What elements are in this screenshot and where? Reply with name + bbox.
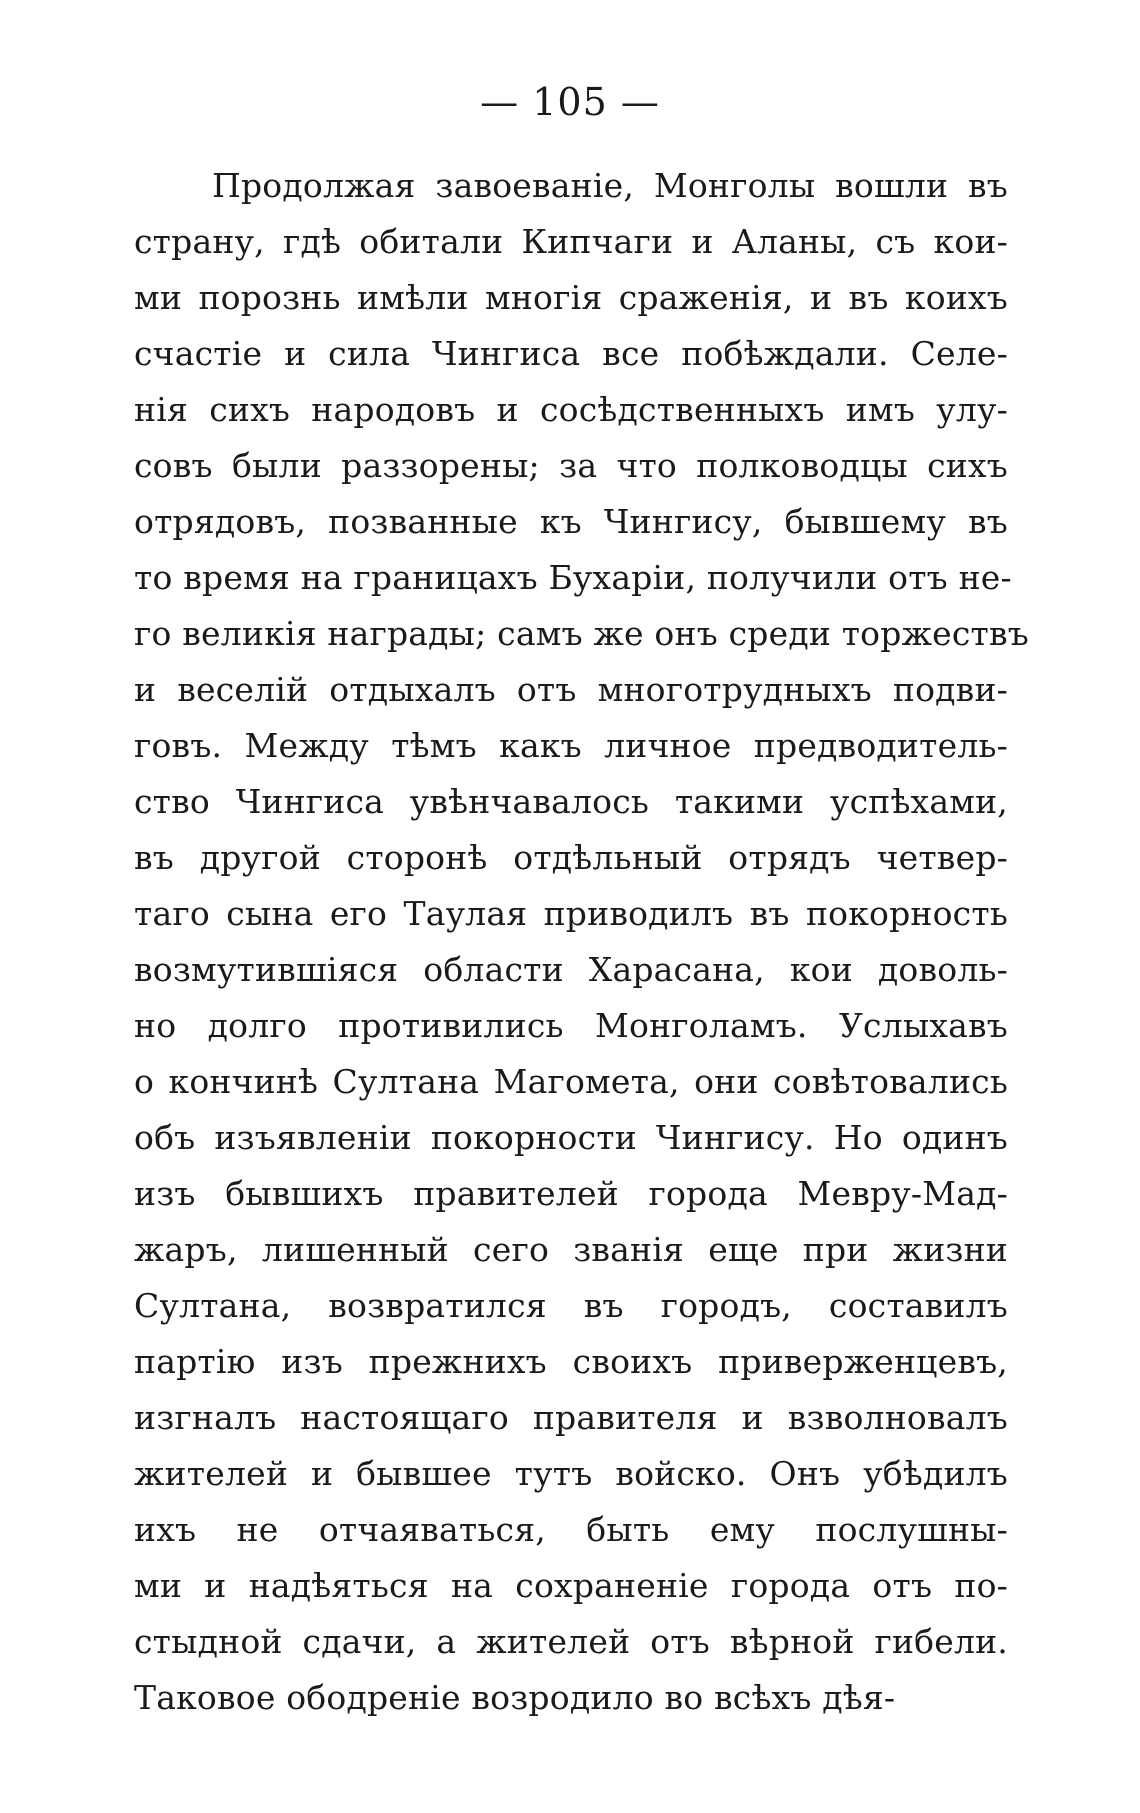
text-line: жителей и бывшее тутъ войско. Онъ убѣдилъ — [134, 1454, 1008, 1493]
text-line: ми порознь имѣли многія сраженія, и въ коихъ — [134, 278, 1008, 317]
text-line: то время на границахъ Бухаріи, получили отъ не- — [134, 558, 1012, 597]
text-line: говъ. Между тѣмъ какъ личное предводитель- — [134, 726, 1008, 765]
page-number: — 105 — — [480, 80, 660, 124]
text-line: таго сына его Таулая приводилъ въ покорность — [134, 894, 1008, 933]
text-line: но долго противились Монголамъ. Услыхавъ — [134, 1006, 1008, 1045]
text-line: го великія награды; самъ же онъ среди торжествъ — [134, 614, 1029, 653]
text-line: стыдной сдачи, а жителей отъ вѣрной гибели. — [134, 1622, 1008, 1661]
text-line: нія сихъ народовъ и сосѣдственныхъ имъ улу- — [134, 390, 1008, 429]
text-line: совъ были раззорены; за что полководцы сихъ — [134, 446, 1008, 485]
text-line: изгналъ настоящаго правителя и взволновалъ — [134, 1398, 1008, 1437]
text-line: Таковое ободреніе возродило во всѣхъ дѣя- — [134, 1678, 896, 1717]
text-line: возмутившіяся области Харасана, кои доволь- — [134, 950, 1008, 989]
body-text — [134, 158, 1029, 1726]
text-line: жаръ, лишенный сего званія еще при жизни — [134, 1230, 1008, 1269]
text-line: счастіе и сила Чингиса все побѣждали. Селе- — [134, 334, 1008, 373]
text-line: Султана, возвратился въ городъ, составилъ — [134, 1286, 1008, 1325]
text-line: ство Чингиса увѣнчавалось такими успѣхами, — [134, 782, 1008, 821]
text-line: о кончинѣ Султана Магомета, они совѣтовались — [134, 1062, 1008, 1101]
text-line: въ другой сторонѣ отдѣльный отрядъ четвер- — [134, 838, 1008, 877]
text-line: ми и надѣяться на сохраненіе города отъ по- — [134, 1566, 1008, 1605]
text-line: отрядовъ, позванные къ Чингису, бывшему въ — [134, 502, 1008, 541]
text-line: объ изъявленіи покорности Чингису. Но одинъ — [134, 1118, 1008, 1157]
text-line: партію изъ прежнихъ своихъ приверженцевъ, — [134, 1342, 1008, 1381]
text-line: ихъ не отчаяваться, быть ему послушны- — [134, 1510, 1008, 1549]
text-line: страну, гдѣ обитали Кипчаги и Аланы, съ кои- — [134, 222, 1008, 261]
text-line: изъ бывшихъ правителей города Мевру-Мад- — [134, 1174, 1008, 1213]
text-line: Продолжая завоеваніе, Монголы вошли въ — [212, 166, 1008, 205]
text-line: и веселій отдыхалъ отъ многотрудныхъ подви- — [134, 670, 1008, 709]
